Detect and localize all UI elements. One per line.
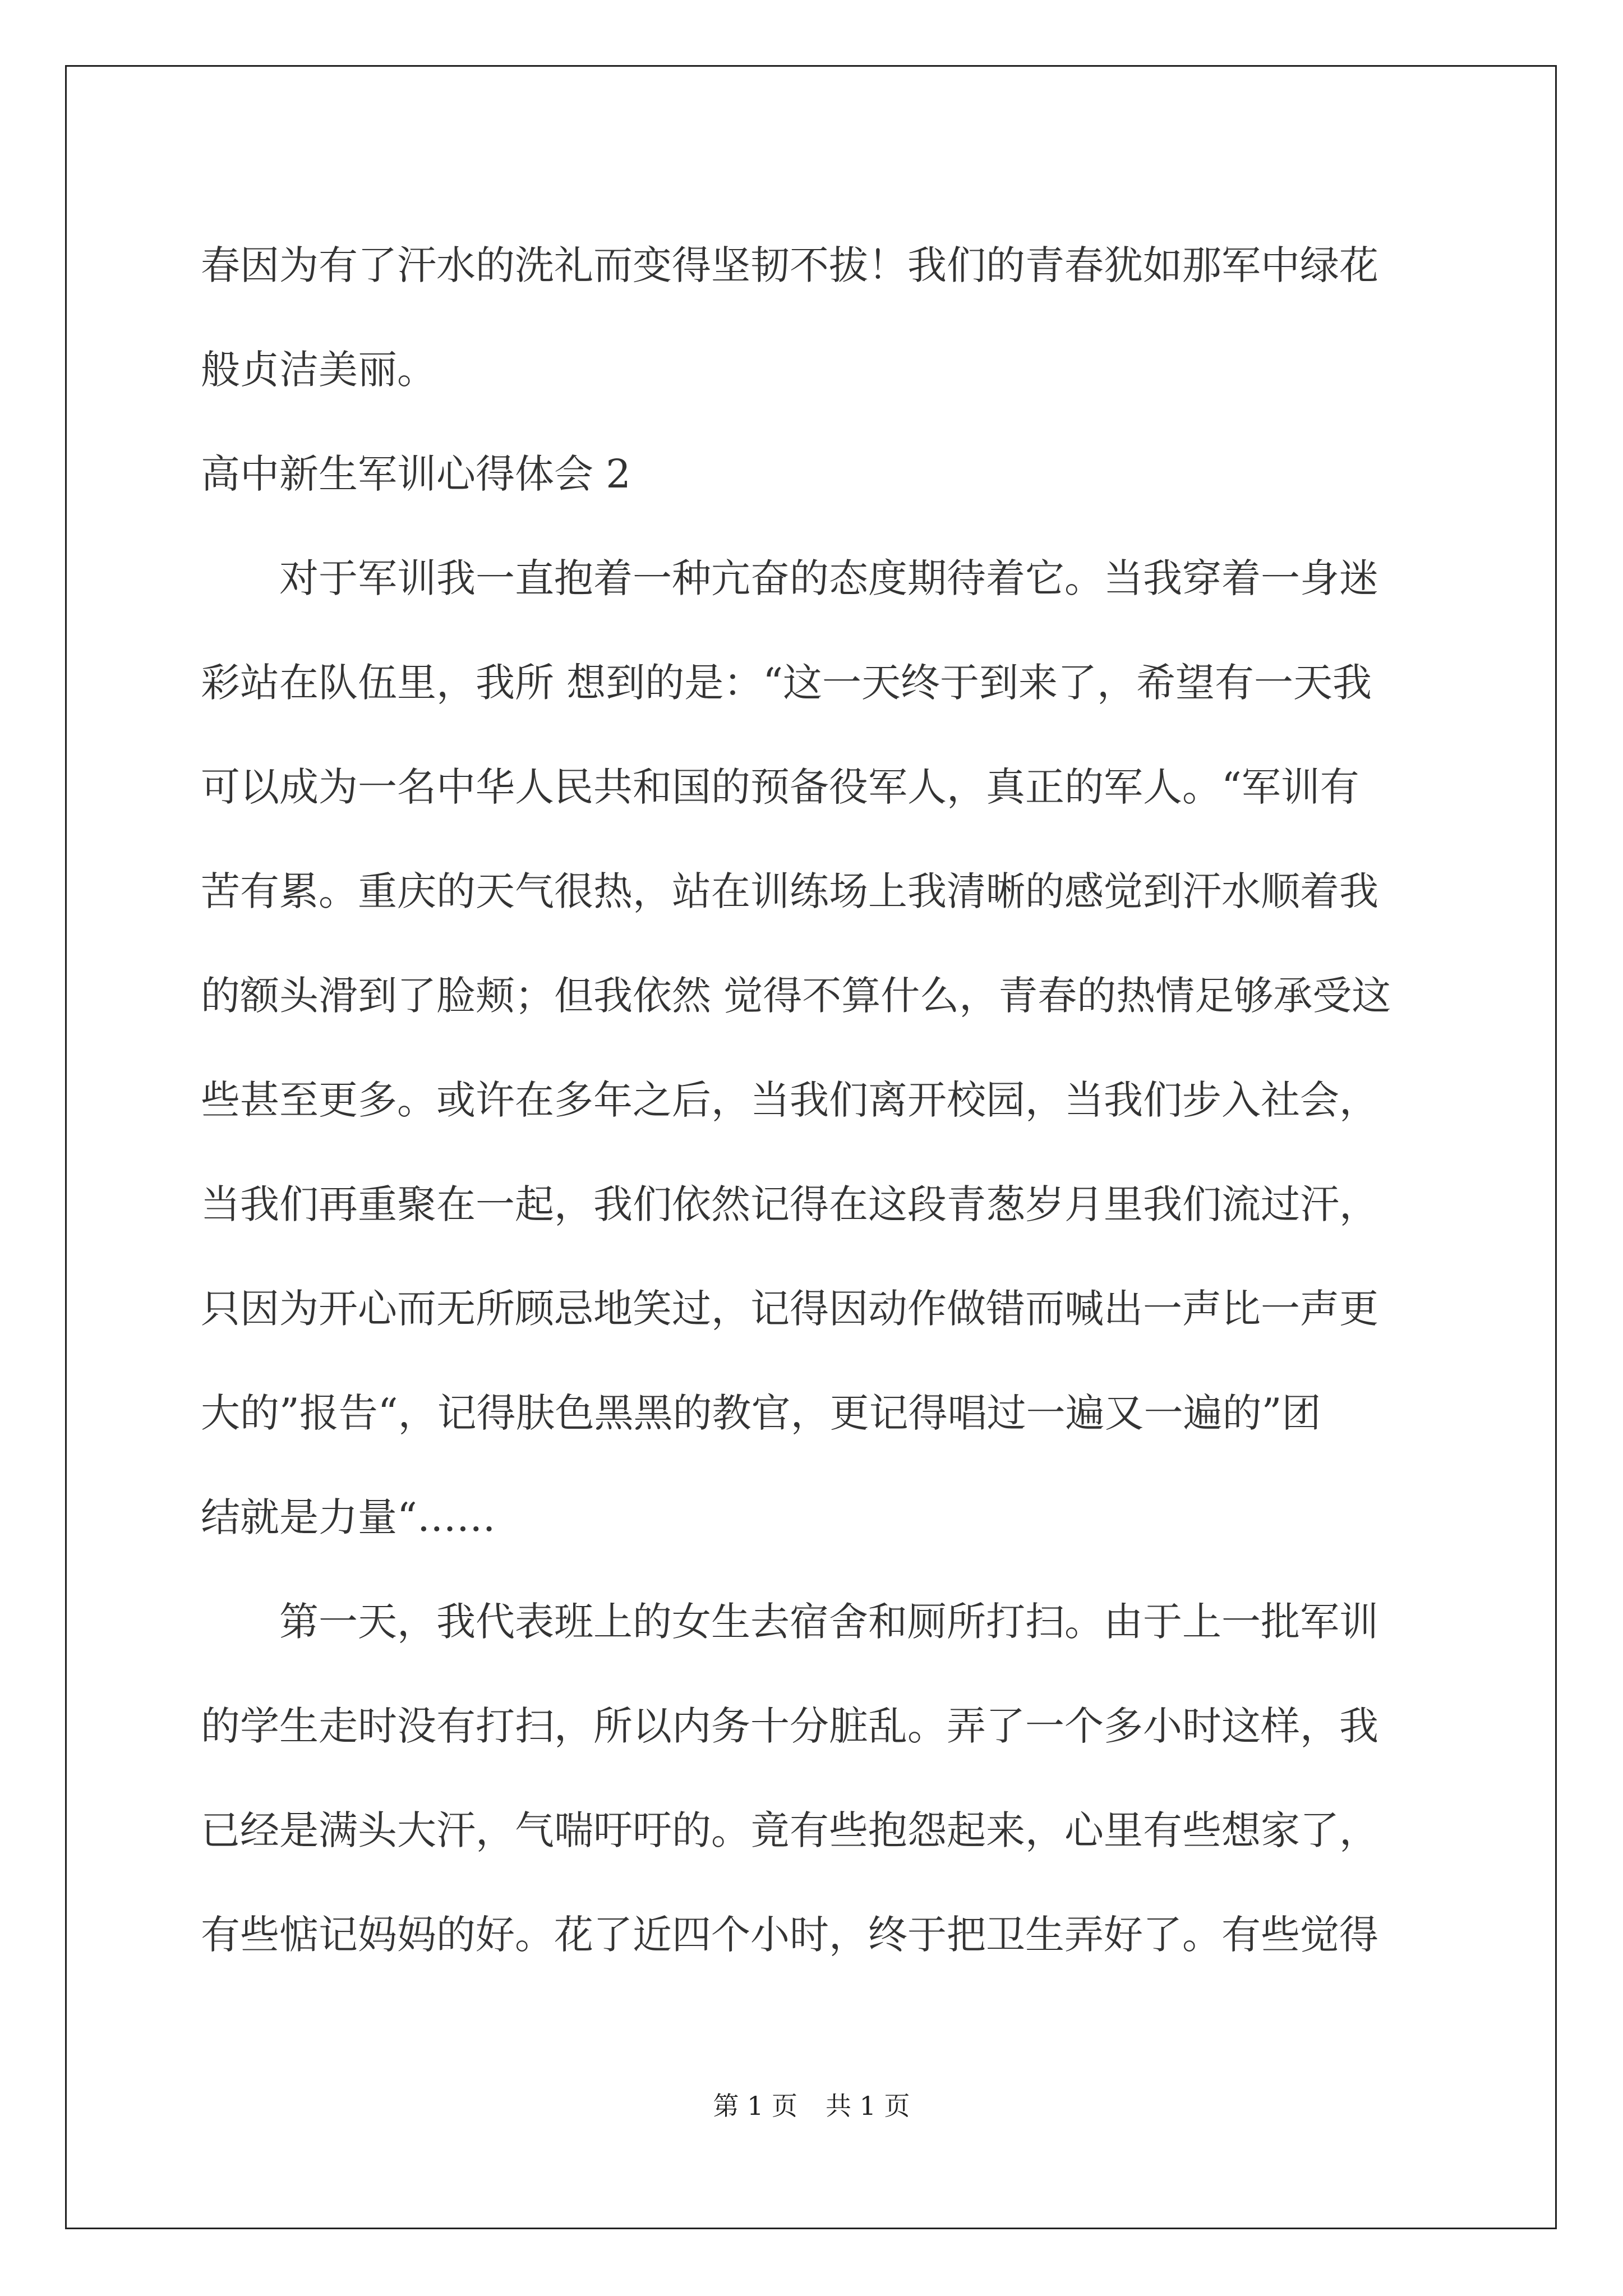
body-line: 当我们再重聚在一起，我们依然记得在这段青葱岁月里我们流过汗， <box>201 1181 1378 1227</box>
body-line: 的额头滑到了脸颊；但我依然 觉得不算什么，青春的热情足够承受这 <box>201 973 1391 1019</box>
body-line: 有些惦记妈妈的好。花了近四个小时，终于把卫生弄好了。有些觉得 <box>201 1912 1378 1958</box>
body-line: 可以成为一名中华人民共和国的预备役军人，真正的军人。“军训有 <box>201 764 1359 810</box>
body-line: 般贞洁美丽。 <box>201 347 436 393</box>
body-line: 结就是力量“…… <box>201 1494 496 1540</box>
body-line: 春因为有了汗水的洗礼而变得坚韧不拔！我们的青春犹如那军中绿花 <box>201 242 1378 288</box>
body-line: 第一天，我代表班上的女生去宿舍和厕所打扫。由于上一批军训 <box>201 1599 1378 1645</box>
section-heading: 高中新生军训心得体会 2 <box>201 451 631 497</box>
body-line: 只因为开心而无所顾忌地笑过，记得因动作做错而喊出一声比一声更 <box>201 1286 1378 1332</box>
page-total: 共 1 页 <box>826 2091 910 2121</box>
document-body <box>201 213 1423 1987</box>
body-line: 的学生走时没有打扫，所以内务十分脏乱。弄了一个多小时这样，我 <box>201 1703 1378 1749</box>
page-footer <box>0 2086 1623 2123</box>
body-line: 已经是满头大汗，气喘吁吁的。竟有些抱怨起来，心里有些想家了， <box>201 1807 1378 1853</box>
body-line: 大的”报告“，记得肤色黑黑的教官，更记得唱过一遍又一遍的”团 <box>201 1390 1321 1436</box>
body-line: 彩站在队伍里，我所 想到的是：“这一天终于到来了，希望有一天我 <box>201 660 1372 706</box>
body-line: 些甚至更多。或许在多年之后，当我们离开校园，当我们步入社会， <box>201 1077 1378 1123</box>
page-number: 第 1 页 <box>713 2091 797 2121</box>
body-line: 对于军训我一直抱着一种亢奋的态度期待着它。当我穿着一身迷 <box>201 555 1378 601</box>
body-line: 苦有累。重庆的天气很热，站在训练场上我清晰的感觉到汗水顺着我 <box>201 868 1378 914</box>
